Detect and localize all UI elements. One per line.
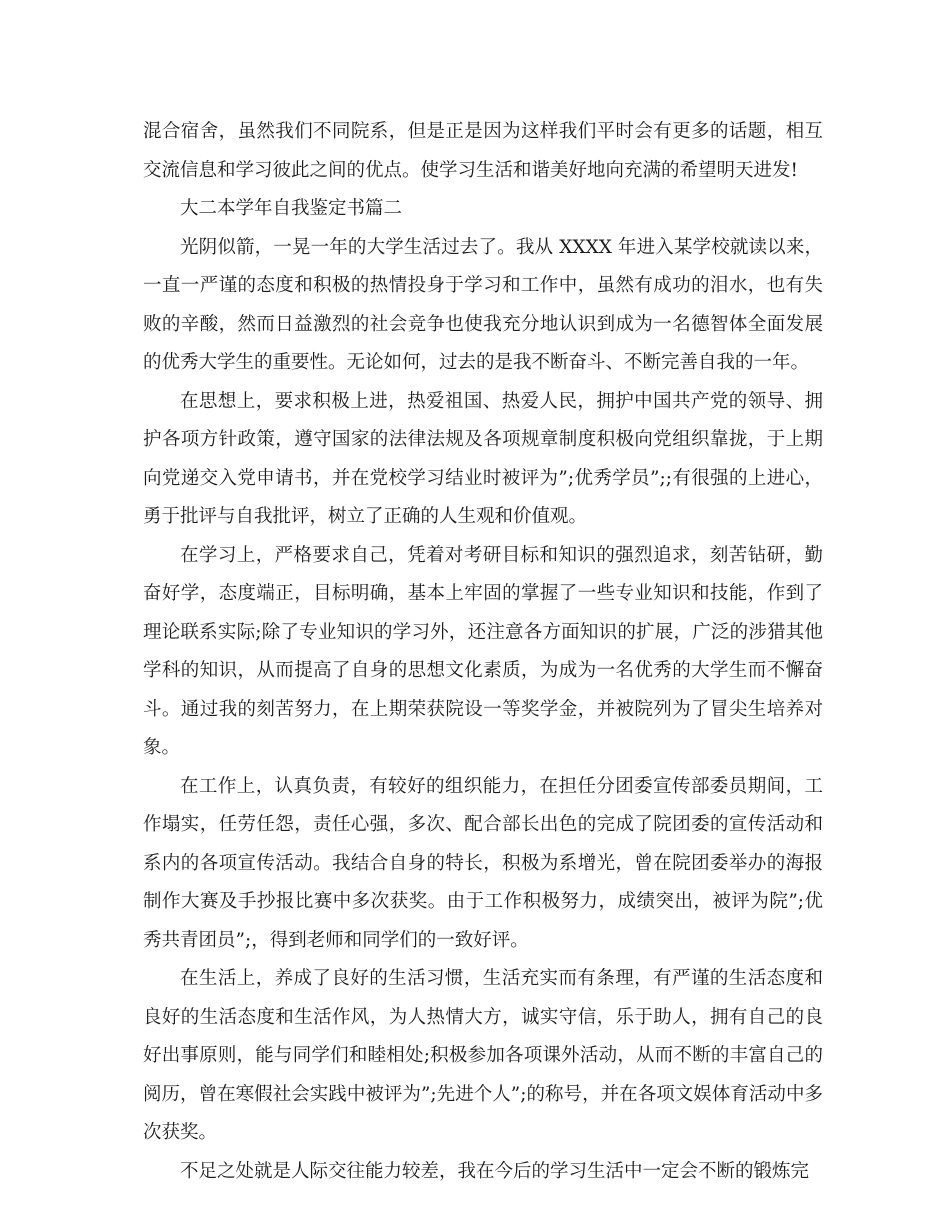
document-body bbox=[143, 113, 823, 1191]
section-heading: 大二本学年自我鉴定书篇二 bbox=[180, 198, 403, 219]
paragraph-life: 在生活上，养成了良好的生活习惯，生活充实而有条理，有严谨的生活态度和良好的生活态度和生活作风，为人热情大方，诚实守信，乐于助人，拥有自己的良好出事原则，能与同学们和睦相处;积极参加各项课外活动，从而不断的丰富自己的阅历，曾在寒假社会实践中被评为”;先进个人”;的称号，并在各项文娱体育活动中多次获奖。 bbox=[143, 968, 823, 1143]
paragraph-study: 在学习上，严格要求自己，凭着对考研目标和知识的强烈追求，刻苦钻研，勤奋好学，态度端正，目标明确，基本上牢固的掌握了一些专业知识和技能，作到了理论联系实际;除了专业知识的学习外，还注意各方面知识的扩展，广泛的涉猎其他学科的知识，从而提高了自身的思想文化素质，为成为一名优秀的大学生而不懈奋斗。通过我的刻苦努力，在上期荣获院设一等奖学金，并被院列为了冒尖生培养对象。 bbox=[143, 544, 823, 758]
paragraph-intro: 光阴似箭，一晃一年的大学生活过去了。我从 XXXX 年进入某学校就读以来，一直一严谨的态度和积极的热情投身于学习和工作中，虽然有成功的泪水，也有失败的辛酸，然而日益激烈的社会竞争也使我充分地认识到成为一名德智体全面发展的优秀大学生的重要性。无论如何，过去的是我不断奋斗、不断完善自我的一年。 bbox=[143, 236, 823, 373]
paragraph-work: 在工作上，认真负责，有较好的组织能力，在担任分团委宣传部委员期间，工作塌实，任劳任怨，责任心强，多次、配合部长出色的完成了院团委的宣传活动和系内的各项宣传活动。我结合自身的特长，积极为系增光，曾在院团委举办的海报制作大赛及手抄报比赛中多次获奖。由于工作积极努力，成绩突出，被评为院”;优秀共青团员”;，得到老师和同学们的一致好评。 bbox=[143, 775, 823, 951]
paragraph-ideology: 在思想上，要求积极上进，热爱祖国、热爱人民，拥护中国共产党的领导、拥护各项方针政策，遵守国家的法律法规及各项规章制度积极向党组织靠拢，于上期向党递交入党申请书，并在党校学习结业时被评为”;优秀学员”;;有很强的上进心，勇于批评与自我批评，树立了正确的人生观和价值观。 bbox=[143, 390, 823, 527]
paragraph-dormitory-continuation: 混合宿舍，虽然我们不同院系，但是正是因为这样我们平时会有更多的话题，相互交流信息和学习彼此之间的优点。使学习生活和谐美好地向充满的希望明天进发! bbox=[143, 121, 823, 181]
paragraph-shortcomings: 不足之处就是人际交往能力较差，我在今后的学习生活中一定会不断的锻炼完 bbox=[180, 1160, 810, 1182]
